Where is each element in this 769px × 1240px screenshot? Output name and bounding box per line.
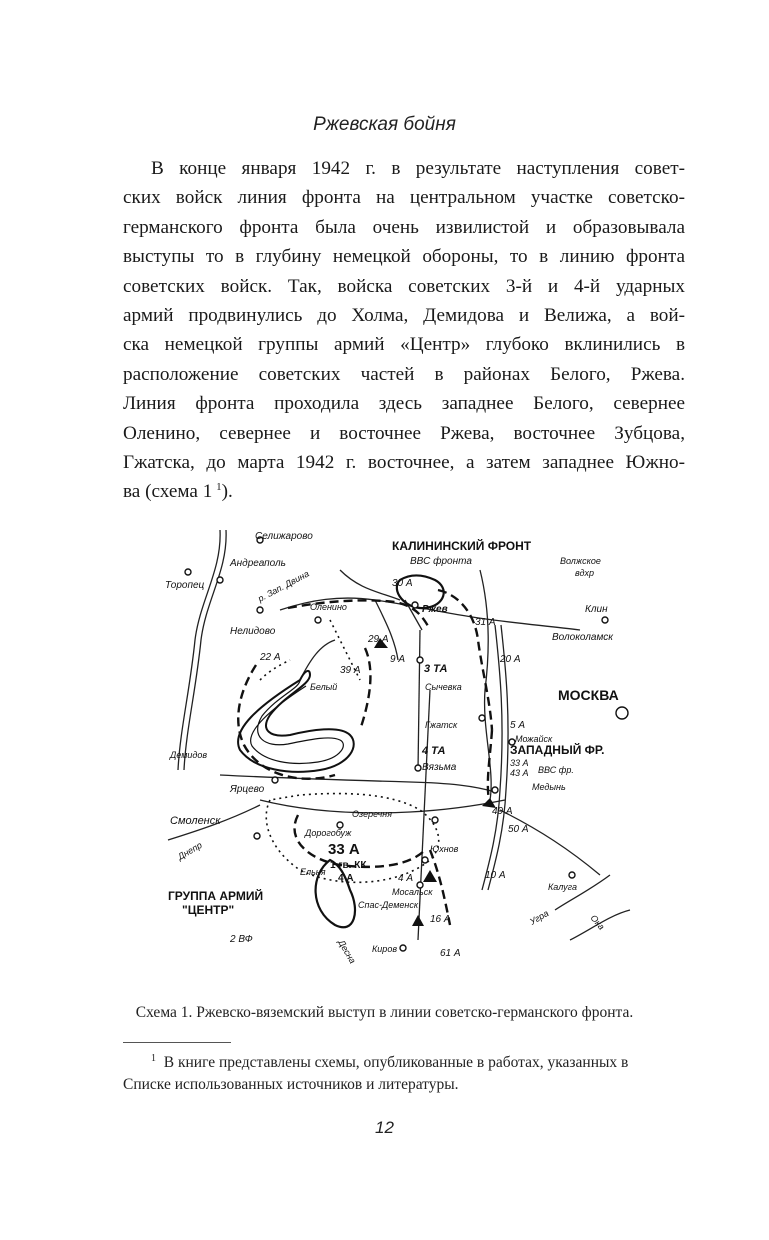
label-3ta: 3 ТА [424, 663, 448, 675]
label-oka: Ока [588, 912, 607, 932]
label-medyn: Медынь [532, 782, 566, 792]
text-line: ских войск линия фронта на центральном участке советско- [123, 187, 685, 209]
label-dnepr: Днепр [176, 839, 204, 862]
map-labels [165, 531, 619, 965]
scheme-map [160, 530, 638, 965]
label-yelnya: Ельня [300, 867, 326, 877]
footnote-text-1: В книге представлены схемы, опубликованные в работах, указанных в [163, 1054, 629, 1071]
label-kalinin-front: КАЛИНИНСКИЙ ФРОНТ [392, 539, 532, 553]
label-volzhskoe: Волжское [560, 556, 601, 566]
text-line: советских войск. Так, войска советских 3-й и 4-й ударных [123, 275, 685, 297]
label-4a-east: 4 А [398, 873, 414, 884]
label-30a: 30 А [392, 578, 413, 589]
label-mozhaisk: Можайск [515, 734, 553, 744]
label-39a: 39 А [340, 665, 361, 676]
text-line: ска немецкой группы армий «Центр» глубоко вклинились в [123, 334, 685, 356]
footnote [123, 1052, 685, 1096]
label-16a: 16 А [430, 914, 451, 925]
front-line [238, 590, 492, 925]
body-paragraph [123, 154, 685, 507]
label-ugra: Угра [528, 908, 551, 927]
label-9a: 9 А [390, 654, 406, 665]
label-klin: Клин [585, 604, 608, 615]
running-header: Ржевская бойня [313, 114, 456, 135]
label-kaluga: Калуга [548, 882, 578, 892]
label-army-group-2: "ЦЕНТР" [182, 903, 235, 917]
label-army-group-1: ГРУППА АРМИЙ [168, 889, 264, 903]
label-vvs-front: ВВС фронта [410, 556, 472, 567]
figure-caption: Схема 1. Ржевско-вяземский выступ в линии советско-германского фронта. [135, 1004, 634, 1021]
label-moskva: МОСКВА [558, 687, 619, 703]
label-dorogobuzh: Дорогобуж [305, 828, 352, 838]
label-yukhnov: Юхнов [430, 844, 459, 854]
label-vvs-west: ВВС фр. [538, 765, 574, 775]
footnote-line: Списке использованных источников и литературы. [123, 1076, 459, 1093]
footnote-marker: 1 [151, 1053, 156, 1064]
footnote-line [123, 1052, 685, 1074]
label-2vf: 2 ВФ [230, 934, 253, 945]
label-29a: 29 А [368, 634, 389, 645]
label-10a: 10 А [485, 870, 506, 881]
label-43a: 43 А [510, 768, 529, 778]
last-line-end: ). [221, 481, 233, 503]
label-nelidovo: Нелидово [230, 626, 276, 637]
label-toropets: Торопец [165, 580, 205, 591]
label-22a: 22 А [260, 652, 281, 663]
text-line: Оленино, севернее и восточнее Ржева, восточнее Зубцова, [123, 422, 685, 444]
label-demidov: Демидов [170, 750, 208, 760]
label-olenino: Оленино [310, 602, 347, 612]
label-zap-dvina: р. Зап. Двина [256, 568, 311, 604]
label-bely: Белый [310, 682, 338, 692]
label-vyazma: Вязьма [422, 762, 457, 773]
label-mosalsk: Мосальск [392, 887, 433, 897]
label-sychevka: Сычевка [425, 682, 462, 692]
label-49a: 49 А [492, 806, 513, 817]
label-andreapol: Андреаполь [230, 558, 286, 569]
label-50a: 50 А [508, 824, 529, 835]
text-line: германского фронта была очень извилистой и образовывала [123, 216, 685, 238]
label-4ta: 4 ТА [422, 745, 446, 757]
label-selizharovo: Селижарово [255, 531, 313, 542]
last-line-start: ва (схема 1 [123, 481, 213, 503]
label-5a: 5 А [510, 720, 526, 731]
label-31a: 31 А [475, 617, 496, 628]
text-line: Линия фронта проходила здесь западнее Белого, севернее [123, 393, 685, 415]
label-gzhatsk: Гжатск [425, 720, 458, 730]
label-smolensk: Смоленск [170, 815, 221, 827]
label-spas-demensk: Спас-Деменск [358, 900, 419, 910]
footnote-reference[interactable]: 1 [216, 481, 222, 494]
footnote-separator [123, 1042, 231, 1043]
label-desna: Десна [336, 938, 358, 965]
label-61a: 61 А [440, 948, 461, 959]
label-kirov: Киров [372, 944, 398, 954]
text-line: В конце января 1942 г. в результате наступления совет- [151, 158, 685, 179]
label-rzhev: Ржев [422, 604, 448, 615]
label-33a-west: 33 А [510, 758, 529, 768]
label-western-front: ЗАПАДНЫЙ ФР. [510, 743, 605, 757]
text-line: выступы то в глубину немецкой обороны, то в линию фронта [123, 246, 685, 268]
label-yartsevo: Ярцево [230, 784, 265, 795]
label-1gv-kk: 1 гв. КК [330, 860, 367, 871]
label-33a-encircled: 33 А [328, 841, 360, 858]
label-ozerechnya: Озеречня [352, 809, 393, 819]
page-number: 12 [375, 1118, 394, 1137]
text-line: Гжатска, до марта 1942 г. восточнее, а затем западнее Южно- [123, 452, 685, 474]
label-volokolamsk: Волоколамск [552, 632, 613, 643]
label-vdkhr: вдхр [575, 568, 594, 578]
label-20a: 20 А [500, 654, 521, 665]
text-line [123, 477, 685, 506]
text-line: расположение советских частей в районах Белого, Ржева. [123, 363, 685, 385]
label-4a: 4 А [338, 873, 354, 884]
map-drawing [160, 530, 638, 965]
text-line: армий продвинулись до Холма, Демидова и Велижа, а вой- [123, 305, 685, 327]
